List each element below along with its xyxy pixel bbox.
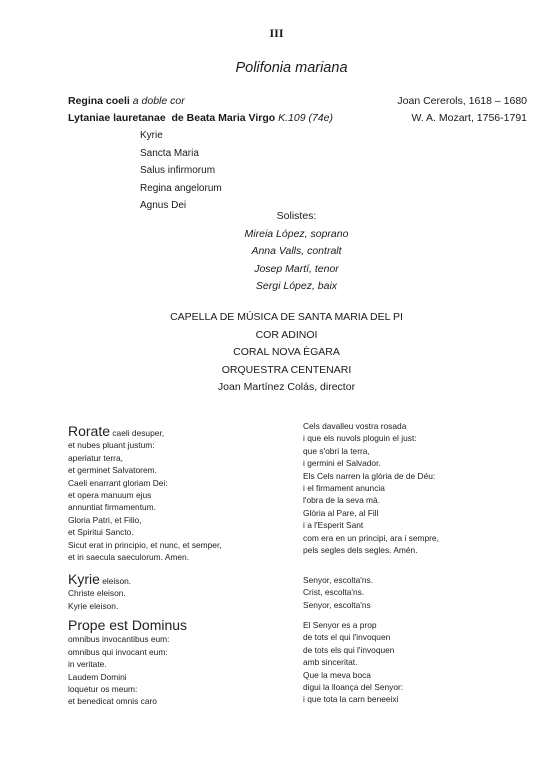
latin-heading: Kyrie eleison. (68, 571, 132, 587)
latin-line: et Spiritui Sancto. (68, 527, 134, 538)
catalan-line: i que tota la carn beneeixi (303, 694, 399, 705)
catalan-line: Glòria al Pare, al Fill (303, 507, 379, 518)
movement-item: Kyrie (140, 130, 163, 141)
latin-line: Kyrie eleison. (68, 600, 119, 611)
ensemble-name: ORQUESTRA CENTENARI (221, 363, 352, 376)
composer-cererols: Joan Cererols, 1618 – 1680 (397, 95, 527, 107)
catalan-line: digui la lloança del Senyor: (303, 682, 404, 693)
latin-heading: Rorate caeli desuper, (68, 423, 165, 439)
catalan-line: Els Cels narren la glòria de de Déu: (303, 470, 436, 481)
catalan-line: Cels davalleu vostra rosada (303, 421, 407, 431)
soloist-name: Josep Martí, tenor (254, 262, 339, 275)
catalan-line: com era en un principi, ara i sempre, (303, 532, 439, 543)
catalan-text-prope (303, 619, 403, 706)
latin-heading: Prope est Dominus (68, 617, 188, 633)
catalan-line: i el firmament anuncia (303, 483, 385, 494)
director-name: Joan Martínez Colás, director (217, 381, 356, 393)
catalan-line: pels segles dels segles. Amén. (303, 545, 418, 556)
ensemble-name: CORAL NOVA ÈGARA (233, 346, 340, 358)
latin-line: omnibus qui invocant eum: (68, 646, 168, 657)
movement-list (140, 127, 222, 215)
soloist-name: Sergi López, baix (255, 280, 338, 292)
catalan-line: que s'obri la terra, (303, 445, 370, 456)
movement-item: Sancta Maria (140, 147, 199, 159)
catalan-line: Que la meva boca (303, 669, 371, 680)
work-regina-coeli (68, 93, 185, 111)
latin-line: Christe eleison. (68, 588, 126, 599)
work-catalog: K.109 (74e) (278, 112, 333, 124)
latin-text-prope (68, 619, 187, 708)
catalan-line: de tots el qui l'invoquen (303, 632, 391, 643)
ensemble-name: COR ADINOI (255, 328, 318, 341)
latin-text-rorate (68, 425, 222, 563)
catalan-text-rorate (303, 420, 439, 556)
catalan-text-kyrie (303, 574, 373, 611)
catalan-line: l'obra de la seva mà. (303, 495, 381, 506)
movement-item: Salus infirmorum (140, 165, 216, 177)
catalan-line: amb sinceritat. (303, 657, 358, 668)
latin-line: Sicut erat in principio, et nunc, et semper, (68, 539, 222, 550)
work-note: a doble cor (132, 95, 185, 107)
latin-line: in veritate. (68, 659, 107, 670)
latin-line: Gloria Patri, et Filio, (68, 514, 142, 525)
latin-line: et benedicat omnis caro (68, 696, 157, 707)
latin-line: Laudem Domini (68, 671, 127, 682)
latin-line: omnibus invocantibus eum: (68, 634, 170, 645)
ensemble-name: CAPELLA DE MÚSICA DE SANTA MARIA DEL PI (170, 311, 403, 323)
section-title: Polifonia mariana (235, 60, 348, 76)
work-lytaniae (68, 110, 333, 128)
movement-item: Regina angelorum (140, 182, 222, 194)
catalan-line: i que els nuvols ploguin el just: (303, 433, 417, 444)
latin-line: et nubes pluant justum: (68, 440, 155, 451)
latin-line: et opera manuum ejus (68, 490, 152, 501)
catalan-line: de tots els qui l'invoquen (303, 644, 395, 655)
work-title: Regina coeli (68, 95, 130, 107)
composer-mozart: W. A. Mozart, 1756-1791 (411, 112, 527, 124)
soloists-block (0, 208, 553, 296)
soloist-name: Mireia López, soprano (244, 227, 349, 240)
catalan-line: i germini el Salvador. (303, 458, 381, 469)
soloist-name: Anna Valls, contralt (251, 245, 342, 257)
latin-line: aperiatur terra, (68, 452, 123, 463)
latin-line: et germinet Salvatorem. (68, 465, 157, 476)
catalan-line: El Senyor es a prop (303, 620, 377, 630)
latin-line: Caeli enarrant gloriam Dei: (68, 477, 168, 488)
page-number: III (269, 26, 284, 40)
ensembles-block (0, 309, 553, 397)
latin-line: loquetur os meum: (68, 684, 138, 695)
catalan-line: Senyor, escolta'ns. (303, 575, 374, 585)
work-title: Lytaniae lauretanae de Beata Maria Virgo (68, 112, 276, 124)
catalan-line: i a l'Esperit Sant (303, 520, 364, 531)
latin-line: et in saecula saeculorum. Amen. (68, 552, 190, 563)
latin-text-kyrie (68, 573, 131, 612)
latin-line: annuntiat firmamentum. (68, 502, 156, 513)
catalan-line: Senyor, escolta'ns (303, 599, 371, 610)
soloists-heading: Solistes: (276, 210, 317, 222)
catalan-line: Crist, escolta'ns. (303, 587, 365, 598)
movement-item: Agnus Dei (140, 200, 187, 212)
